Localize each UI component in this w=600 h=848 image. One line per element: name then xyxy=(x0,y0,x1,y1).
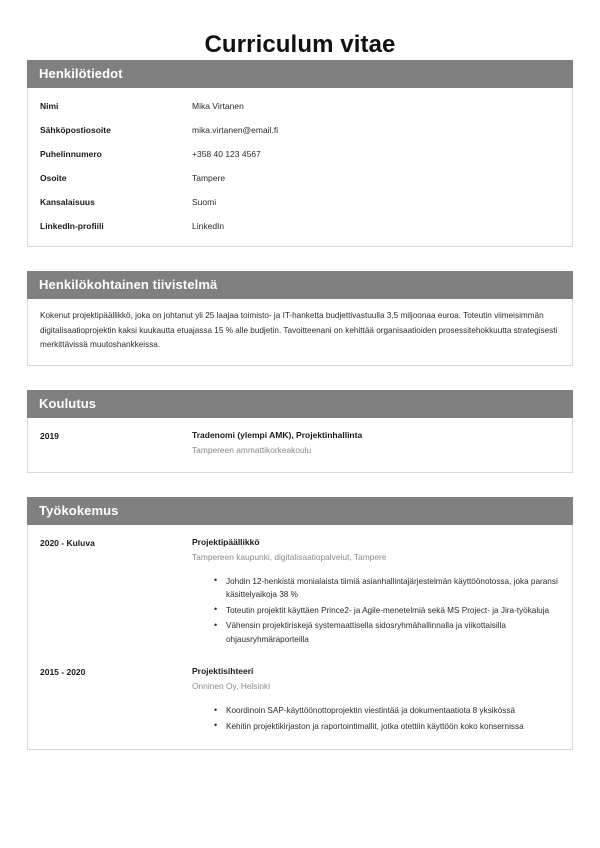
personal-info-rows xyxy=(28,94,572,238)
info-label: Puhelinnumero xyxy=(40,149,102,159)
entry-subtitle: Onninen Oy, Helsinki xyxy=(192,681,271,691)
list-item: • Johdin 12-henkistä monialaista tiimiä asianhallintajärjestelmän käyttöönotossa, joka paransi käsittelyaikoja 38 % xyxy=(214,575,560,603)
info-value: +358 40 123 4567 xyxy=(192,149,261,159)
section-experience xyxy=(0,497,600,751)
section-header-personal-info: Henkilötiedot xyxy=(27,60,573,88)
list-item: • Kehitin projektikirjaston ja raportointimallit, jotka otettiin käyttöön koko konsernissa xyxy=(214,720,560,735)
entry-date: 2015 - 2020 xyxy=(40,667,86,677)
personal-info-card xyxy=(27,88,573,247)
section-personal-info xyxy=(0,60,600,247)
summary-text: Kokenut projektipäällikkö, joka on johtanut yli 25 laajaa toimisto- ja IT-hanketta budjettivastuulla 3,5 miljoonaa euroa. Toteutin viimeisimmän digitalisaatioprojektin kaksi kuukautta etuajassa 15 % alle budjetin. Tavoitteenani on kehittää organisaatioiden prosessitehokkuutta strategisesti merkittävissä muutoshankkeissa. xyxy=(40,311,558,349)
experience-entry xyxy=(40,662,560,739)
section-header-education: Koulutus xyxy=(27,390,573,418)
entry-subtitle: Tampereen kaupunki, digitalisaatiopalvelut, Tampere xyxy=(192,551,387,562)
section-header-summary: Henkilökohtainen tiivistelmä xyxy=(27,271,573,299)
info-label: Kansalaisuus xyxy=(40,197,95,207)
entry-date: 2019 xyxy=(40,430,59,441)
page-title: Curriculum vitae xyxy=(204,31,396,58)
info-label: Nimi xyxy=(40,101,59,111)
experience-card xyxy=(27,525,573,751)
entry-main xyxy=(192,664,560,735)
info-value: Suomi xyxy=(192,197,217,207)
entry-main xyxy=(192,428,560,458)
summary-card xyxy=(27,299,573,366)
education-body xyxy=(28,418,572,472)
entry-bullet-list xyxy=(192,575,560,648)
info-label: LinkedIn-profiili xyxy=(40,221,104,231)
personal-info-table xyxy=(28,94,572,238)
experience-entry xyxy=(40,533,560,653)
info-value: mika.virtanen@email.fi xyxy=(192,125,279,135)
entry-title: Projektipäällikkö xyxy=(192,536,260,547)
section-education xyxy=(0,390,600,473)
entry-subtitle: Tampereen ammattikorkeakoulu xyxy=(192,444,312,455)
entry-date: 2020 - Kuluva xyxy=(40,537,95,548)
info-label: Sähköpostiosoite xyxy=(40,125,111,135)
list-item: • Vähensin projektiriskejä systemaattisella sidosryhmähallinnalla ja viikottaisilla ohjausryhmäraporteilla xyxy=(214,619,560,647)
table-row xyxy=(28,94,572,118)
section-header-experience: Työkokemus xyxy=(27,497,573,525)
list-item: • Koordinoin SAP-käyttöönottoprojektin viestintää ja dokumentaatiota 8 yksikössä xyxy=(214,704,560,719)
table-row xyxy=(28,190,572,214)
experience-body xyxy=(28,525,572,750)
table-row xyxy=(28,166,572,190)
info-value: Mika Virtanen xyxy=(192,101,244,111)
list-item: • Toteutin projektit käyttäen Prince2- ja Agile-menetelmiä sekä MS Project- ja Jira-työkaluja xyxy=(214,604,560,619)
table-row xyxy=(28,142,572,166)
entry-title: Tradenomi (ylempi AMK), Projektinhallinta xyxy=(192,429,363,440)
entry-title: Projektisihteeri xyxy=(192,666,254,676)
entry-main xyxy=(192,535,560,649)
table-row xyxy=(28,118,572,142)
info-label: Osoite xyxy=(40,173,67,183)
section-summary xyxy=(0,271,600,366)
personal-info-body xyxy=(28,88,572,246)
info-value: Tampere xyxy=(192,173,226,183)
entry-bullet-list xyxy=(192,704,560,734)
summary-body xyxy=(28,299,572,365)
linkedin-profile-value[interactable]: LinkedIn xyxy=(192,221,225,231)
table-row xyxy=(28,214,572,238)
education-card xyxy=(27,418,573,473)
education-entry xyxy=(40,426,560,462)
